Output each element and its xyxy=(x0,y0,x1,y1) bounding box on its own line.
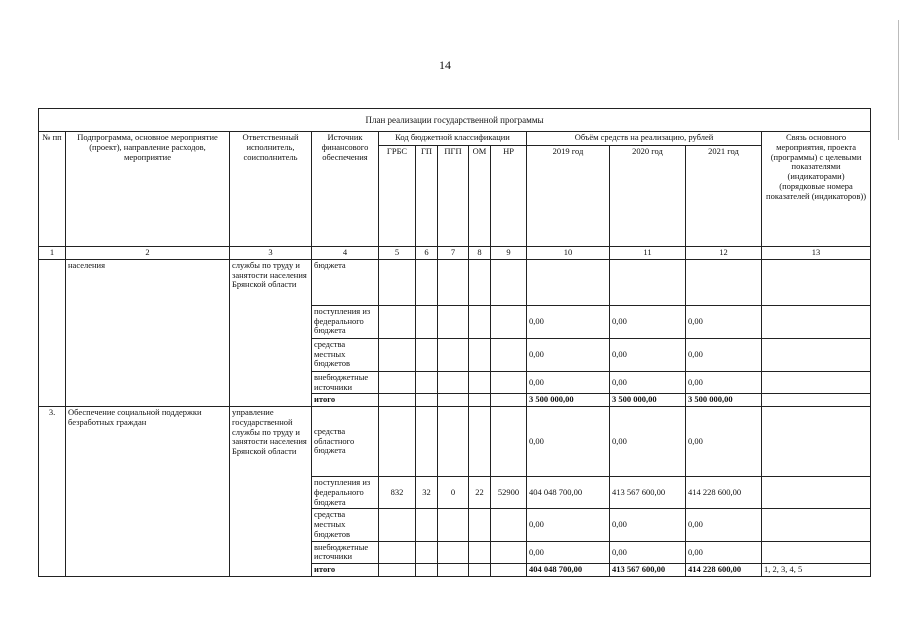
pgp-cell xyxy=(438,394,469,407)
header-pgp: ПГП xyxy=(438,146,469,247)
subprogram-cell: населения xyxy=(66,259,230,406)
header-nr: НР xyxy=(491,146,527,247)
om-cell xyxy=(469,259,491,305)
amount-2019-cell: 0,00 xyxy=(527,509,610,541)
nr-cell xyxy=(491,564,527,577)
source-cell: поступления из федерального бюджета xyxy=(312,477,379,509)
source-cell: средства местных бюджетов xyxy=(312,509,379,541)
gp-cell xyxy=(416,564,438,577)
program-plan-table xyxy=(38,108,871,577)
pgp-cell xyxy=(438,509,469,541)
col-number: 4 xyxy=(312,247,379,260)
source-cell: средства местных бюджетов xyxy=(312,338,379,371)
header-row xyxy=(39,132,871,146)
nr-cell xyxy=(491,305,527,338)
gp-cell xyxy=(416,371,438,394)
amount-2021-cell: 414 228 600,00 xyxy=(686,564,762,577)
pgp-cell xyxy=(438,305,469,338)
grbs-cell xyxy=(379,407,416,477)
header-budget-code: Код бюджетной классификации xyxy=(379,132,527,146)
amount-2019-cell: 404 048 700,00 xyxy=(527,564,610,577)
page-edge-line xyxy=(898,20,899,140)
amount-2019-cell: 0,00 xyxy=(527,338,610,371)
amount-2020-cell: 0,00 xyxy=(610,305,686,338)
amount-2020-cell: 413 567 600,00 xyxy=(610,564,686,577)
amount-2021-cell xyxy=(686,259,762,305)
om-cell xyxy=(469,305,491,338)
amount-2020-cell: 0,00 xyxy=(610,407,686,477)
gp-cell xyxy=(416,338,438,371)
source-cell: внебюджетные источники xyxy=(312,541,379,564)
nr-cell xyxy=(491,259,527,305)
grbs-cell xyxy=(379,541,416,564)
gp-cell: 32 xyxy=(416,477,438,509)
nr-cell xyxy=(491,541,527,564)
link-cell xyxy=(762,305,871,338)
amount-2021-cell: 3 500 000,00 xyxy=(686,394,762,407)
om-cell xyxy=(469,541,491,564)
om-cell xyxy=(469,509,491,541)
grbs-cell: 832 xyxy=(379,477,416,509)
col-number: 5 xyxy=(379,247,416,260)
pgp-cell: 0 xyxy=(438,477,469,509)
nr-cell xyxy=(491,371,527,394)
gp-cell xyxy=(416,541,438,564)
header-num: № пп xyxy=(39,132,66,247)
col-number: 8 xyxy=(469,247,491,260)
link-cell xyxy=(762,477,871,509)
gp-cell xyxy=(416,407,438,477)
link-cell xyxy=(762,509,871,541)
row-num-cell: 3. xyxy=(39,407,66,577)
header-2021: 2021 год xyxy=(686,146,762,247)
grbs-cell xyxy=(379,371,416,394)
nr-cell xyxy=(491,407,527,477)
col-number: 9 xyxy=(491,247,527,260)
gp-cell xyxy=(416,394,438,407)
link-cell xyxy=(762,371,871,394)
amount-2020-cell: 0,00 xyxy=(610,509,686,541)
col-number: 13 xyxy=(762,247,871,260)
amount-2020-cell: 0,00 xyxy=(610,541,686,564)
link-cell: 1, 2, 3, 4, 5 xyxy=(762,564,871,577)
grbs-cell xyxy=(379,305,416,338)
pgp-cell xyxy=(438,564,469,577)
om-cell xyxy=(469,564,491,577)
gp-cell xyxy=(416,259,438,305)
om-cell xyxy=(469,394,491,407)
header-source: Источник финансового обеспечения xyxy=(312,132,379,247)
pgp-cell xyxy=(438,541,469,564)
amount-2019-cell: 0,00 xyxy=(527,305,610,338)
amount-2021-cell: 0,00 xyxy=(686,371,762,394)
nr-cell xyxy=(491,394,527,407)
col-number: 11 xyxy=(610,247,686,260)
subprogram-cell: Обеспечение социальной поддержки безработных граждан xyxy=(66,407,230,577)
link-cell xyxy=(762,407,871,477)
amount-2021-cell: 414 228 600,00 xyxy=(686,477,762,509)
link-cell xyxy=(762,541,871,564)
amount-2021-cell: 0,00 xyxy=(686,338,762,371)
amount-2019-cell: 0,00 xyxy=(527,407,610,477)
amount-2019-cell xyxy=(527,259,610,305)
grbs-cell xyxy=(379,509,416,541)
amount-2021-cell: 0,00 xyxy=(686,541,762,564)
nr-cell: 52900 xyxy=(491,477,527,509)
responsible-cell: службы по труду и занятости населения Брянской области xyxy=(230,259,312,406)
link-cell xyxy=(762,394,871,407)
col-number: 10 xyxy=(527,247,610,260)
amount-2019-cell: 404 048 700,00 xyxy=(527,477,610,509)
table-title: План реализации государственной программы xyxy=(39,109,871,132)
col-number: 12 xyxy=(686,247,762,260)
link-cell xyxy=(762,259,871,305)
source-cell: поступления из федерального бюджета xyxy=(312,305,379,338)
source-cell: внебюджетные источники xyxy=(312,371,379,394)
col-number: 2 xyxy=(66,247,230,260)
grbs-cell xyxy=(379,394,416,407)
responsible-cell: управление государственной службы по труду и занятости населения Брянской области xyxy=(230,407,312,577)
om-cell: 22 xyxy=(469,477,491,509)
om-cell xyxy=(469,371,491,394)
amount-2020-cell xyxy=(610,259,686,305)
om-cell xyxy=(469,338,491,371)
header-link: Связь основного мероприятия, проекта (программы) с целевыми показателями (индикаторами) (порядковые номера показателей (индикаторов)) xyxy=(762,132,871,247)
pgp-cell xyxy=(438,338,469,371)
col-number: 3 xyxy=(230,247,312,260)
source-cell: итого xyxy=(312,564,379,577)
pgp-cell xyxy=(438,407,469,477)
amount-2020-cell: 0,00 xyxy=(610,371,686,394)
header-om: ОМ xyxy=(469,146,491,247)
col-number: 7 xyxy=(438,247,469,260)
amount-2021-cell: 0,00 xyxy=(686,305,762,338)
amount-2020-cell: 413 567 600,00 xyxy=(610,477,686,509)
source-cell: средства областного бюджета xyxy=(312,407,379,477)
link-cell xyxy=(762,338,871,371)
source-cell: итого xyxy=(312,394,379,407)
amount-2021-cell: 0,00 xyxy=(686,509,762,541)
header-subprogram: Подпрограмма, основное мероприятие (проект), направление расходов, мероприятие xyxy=(66,132,230,247)
header-2019: 2019 год xyxy=(527,146,610,247)
header-volume: Объём средств на реализацию, рублей xyxy=(527,132,762,146)
page-number: 14 xyxy=(439,58,451,72)
header-gp: ГП xyxy=(416,146,438,247)
title-row xyxy=(39,109,871,132)
header-responsible: Ответственный исполнитель, соисполнитель xyxy=(230,132,312,247)
table-row xyxy=(39,407,871,477)
grbs-cell xyxy=(379,338,416,371)
col-number: 6 xyxy=(416,247,438,260)
amount-2021-cell: 0,00 xyxy=(686,407,762,477)
amount-2020-cell: 0,00 xyxy=(610,338,686,371)
nr-cell xyxy=(491,509,527,541)
nr-cell xyxy=(491,338,527,371)
amount-2020-cell: 3 500 000,00 xyxy=(610,394,686,407)
col-number: 1 xyxy=(39,247,66,260)
source-cell: бюджета xyxy=(312,259,379,305)
pgp-cell xyxy=(438,371,469,394)
header-grbs: ГРБС xyxy=(379,146,416,247)
column-numbers-row xyxy=(39,247,871,260)
pgp-cell xyxy=(438,259,469,305)
grbs-cell xyxy=(379,564,416,577)
amount-2019-cell: 0,00 xyxy=(527,371,610,394)
row-num-cell xyxy=(39,259,66,406)
header-2020: 2020 год xyxy=(610,146,686,247)
table-row xyxy=(39,259,871,305)
om-cell xyxy=(469,407,491,477)
amount-2019-cell: 0,00 xyxy=(527,541,610,564)
grbs-cell xyxy=(379,259,416,305)
gp-cell xyxy=(416,509,438,541)
amount-2019-cell: 3 500 000,00 xyxy=(527,394,610,407)
gp-cell xyxy=(416,305,438,338)
